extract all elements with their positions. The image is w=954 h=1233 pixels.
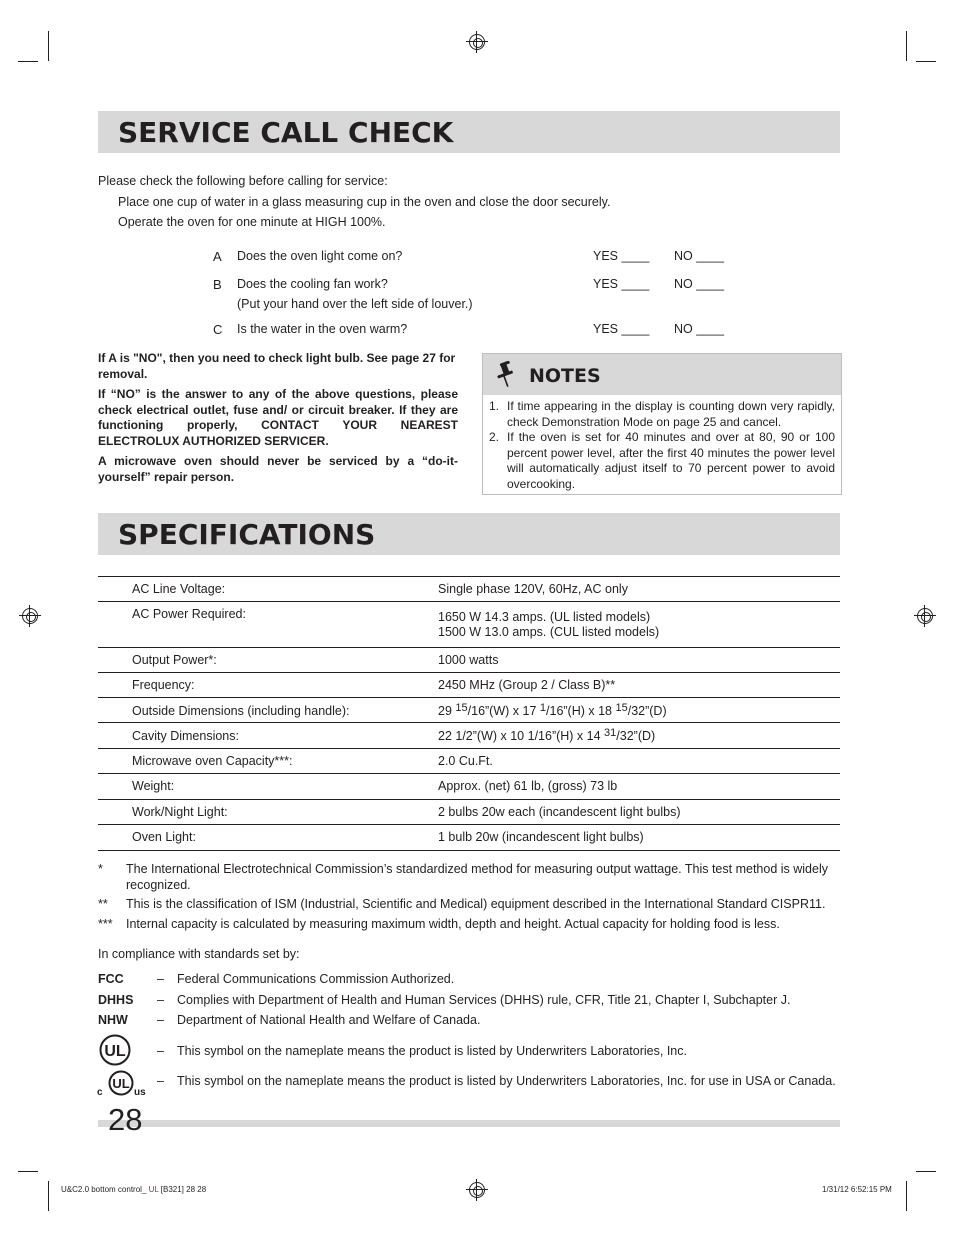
spec-row (98, 601, 840, 648)
check-letter: A (213, 249, 222, 264)
check-question: Does the oven light come on? (237, 249, 403, 263)
registration-mark-icon (917, 608, 933, 624)
service-intro: Please check the following before calling for service: (98, 174, 388, 188)
print-slug-ul: UL (148, 1185, 159, 1194)
spec-label: Frequency: (132, 678, 195, 692)
advice-check-outlet: If “NO” is the answer to any of the above questions, please check electrical outlet, fuse and/ or circuit breaker. If they are functioning properly, (98, 387, 458, 432)
registration-mark-icon (22, 608, 38, 624)
fraction-numerator: 15 (615, 702, 628, 714)
registration-mark-icon (469, 34, 485, 50)
check-no: NO ____ (674, 277, 725, 291)
check-subnote: (Put your hand over the left side of louver.) (237, 297, 473, 311)
compliance-text: Complies with Department of Health and Human Services (DHHS) rule, CFR, Title 21, Chapter I, Subchapter J. (177, 993, 791, 1007)
spec-value-part: /32”(D) (627, 704, 667, 718)
compliance-dash: – (157, 993, 164, 1007)
compliance-code: NHW (98, 1013, 128, 1027)
compliance-text: Department of National Health and Welfare of Canada. (177, 1013, 481, 1027)
spec-value-part: 29 (438, 704, 456, 718)
cul-us-listed-logo-icon (96, 1070, 148, 1098)
check-yes: YES ____ (593, 277, 650, 291)
crop-mark (916, 1171, 936, 1172)
fraction-numerator: 31 (604, 727, 617, 739)
svg-text:c: c (97, 1087, 103, 1098)
check-question: Does the cooling fan work? (237, 277, 388, 291)
fraction-numerator: 1 (539, 702, 547, 714)
spec-value: 2450 MHz (Group 2 / Class B)** (438, 678, 616, 692)
footnote-text: Internal capacity is calculated by measuring maximum width, depth and height. Actual capacity for holding food is less. (126, 917, 780, 931)
service-step: Operate the oven for one minute at HIGH 100%. (118, 215, 386, 229)
spec-label: Cavity Dimensions: (132, 729, 239, 743)
spec-value-part: /16”(H) x 18 (546, 704, 616, 718)
check-no: NO ____ (674, 249, 725, 263)
spec-row (98, 722, 840, 748)
spec-label: Weight: (132, 779, 175, 793)
spec-label: AC Line Voltage: (132, 582, 226, 596)
compliance-intro: In compliance with standards set by: (98, 947, 300, 961)
check-no: NO ____ (674, 322, 725, 336)
crop-mark (18, 1171, 38, 1172)
print-slug-file: U&C2.0 bottom control_ (61, 1185, 149, 1194)
svg-text:us: us (134, 1087, 146, 1098)
spec-row (98, 672, 840, 698)
section-title: SPECIFICATIONS (118, 518, 376, 551)
spec-row (98, 799, 840, 825)
service-step: Place one cup of water in a glass measuring cup in the oven and close the door securely. (118, 195, 611, 209)
spec-value: 1650 W 14.3 amps. (UL listed models) (438, 610, 651, 624)
compliance-text: This symbol on the nameplate means the product is listed by Underwriters Laboratories, Inc. for use in USA or Canada. (177, 1074, 836, 1088)
crop-mark (48, 1181, 49, 1211)
note-item (489, 399, 835, 430)
compliance-dash: – (157, 1044, 164, 1058)
print-slug-page: [B321] 28 28 (158, 1185, 207, 1194)
compliance-dash: – (157, 972, 164, 986)
registration-mark-icon (469, 1182, 485, 1198)
notes-title: NOTES (529, 365, 601, 387)
page-number-bar (98, 1120, 840, 1127)
crop-mark (906, 1181, 907, 1211)
spec-label: Output Power*: (132, 653, 217, 667)
notes-header (483, 354, 841, 395)
note-text: If time appearing in the display is counting down very rapidly, check Demonstration Mode on page 25 and cancel. (507, 399, 835, 429)
spec-label: Outside Dimensions (including handle): (132, 704, 350, 718)
pushpin-icon (495, 361, 517, 389)
spec-value (438, 704, 667, 719)
spec-value: Single phase 120V, 60Hz, AC only (438, 582, 628, 596)
footnote-mark: * (98, 862, 103, 876)
check-letter: C (213, 322, 223, 337)
spec-value-part: 22 1/2”(W) x 10 1/16”(H) x 14 (438, 729, 605, 743)
crop-mark (916, 61, 936, 62)
crop-mark (18, 61, 38, 62)
spec-value: 2 bulbs 20w each (incandescent light bulbs) (438, 805, 681, 819)
spec-value-part: /16”(W) x 17 (467, 704, 540, 718)
notes-box (482, 353, 842, 495)
spec-label: Work/Night Light: (132, 805, 228, 819)
compliance-text: Federal Communications Commission Authorized. (177, 972, 455, 986)
spec-row (98, 697, 840, 723)
note-number: 1. (489, 399, 500, 413)
ul-listed-logo-icon (99, 1034, 131, 1066)
compliance-code: DHHS (98, 993, 134, 1007)
note-number: 2. (489, 430, 500, 444)
footnote-mark: *** (98, 917, 113, 931)
spec-value: 1500 W 13.0 amps. (CUL listed models) (438, 625, 660, 639)
print-slug (61, 1185, 206, 1194)
spec-value (438, 729, 655, 744)
advice-contact-servicer (98, 387, 458, 449)
check-yes: YES ____ (593, 249, 650, 263)
note-item (489, 430, 835, 492)
svg-text:UL: UL (112, 1076, 130, 1091)
page-number: 28 (108, 1102, 143, 1137)
advice-no-diy: A microwave oven should never be serviced by a “do-it-yourself” repair person. (98, 454, 458, 484)
spec-label: Oven Light: (132, 830, 196, 844)
compliance-dash: – (157, 1074, 164, 1088)
compliance-dash: – (157, 1013, 164, 1027)
specifications-banner (98, 513, 840, 555)
check-yes: YES ____ (593, 322, 650, 336)
advice-contact-caps: CONTACT YOUR NEAREST ELECTROLUX AUTHORIZED SERVICER. (98, 418, 459, 448)
note-text: If the oven is set for 40 minutes and over at 80, 90 or 100 percent power level, after the first 40 minutes the power level will automatically adjust itself to 70 percent power to avoid overcooking. (507, 430, 835, 491)
spec-value: Approx. (net) 61 lb, (gross) 73 lb (438, 779, 618, 793)
check-letter: B (213, 277, 222, 292)
svg-text:UL: UL (104, 1043, 126, 1060)
crop-mark (48, 31, 49, 61)
spec-row (98, 773, 840, 799)
spec-label: Microwave oven Capacity***: (132, 754, 293, 768)
footnote-mark: ** (98, 897, 108, 911)
footnote-text: The International Electrotechnical Commission’s standardized method for measuring output wattage. This test method is widely recognized. (126, 862, 828, 892)
spec-value: 2.0 Cu.Ft. (438, 754, 493, 768)
spec-label: AC Power Required: (132, 607, 246, 621)
section-title: SERVICE CALL CHECK (118, 116, 454, 149)
footnote-text: This is the classification of ISM (Industrial, Scientific and Medical) equipment described in the International Standard CISPR11. (126, 897, 826, 911)
advice-light-bulb: If A is "NO", then you need to check light bulb. See page 27 for removal. (98, 351, 456, 381)
compliance-code: FCC (98, 972, 124, 986)
spec-value: 1 bulb 20w (incandescent light bulbs) (438, 830, 644, 844)
spec-row (98, 576, 840, 602)
fraction-numerator: 15 (455, 702, 468, 714)
spec-value-part: /32”(D) (616, 729, 656, 743)
spec-row (98, 824, 840, 851)
print-slug-datetime: 1/31/12 6:52:15 PM (822, 1185, 892, 1194)
spec-row (98, 748, 840, 774)
compliance-text: This symbol on the nameplate means the product is listed by Underwriters Laboratories, Inc. (177, 1044, 687, 1058)
check-question: Is the water in the oven warm? (237, 322, 408, 336)
spec-row (98, 647, 840, 673)
spec-value: 1000 watts (438, 653, 499, 667)
service-call-check-banner (98, 111, 840, 153)
crop-mark (906, 31, 907, 61)
